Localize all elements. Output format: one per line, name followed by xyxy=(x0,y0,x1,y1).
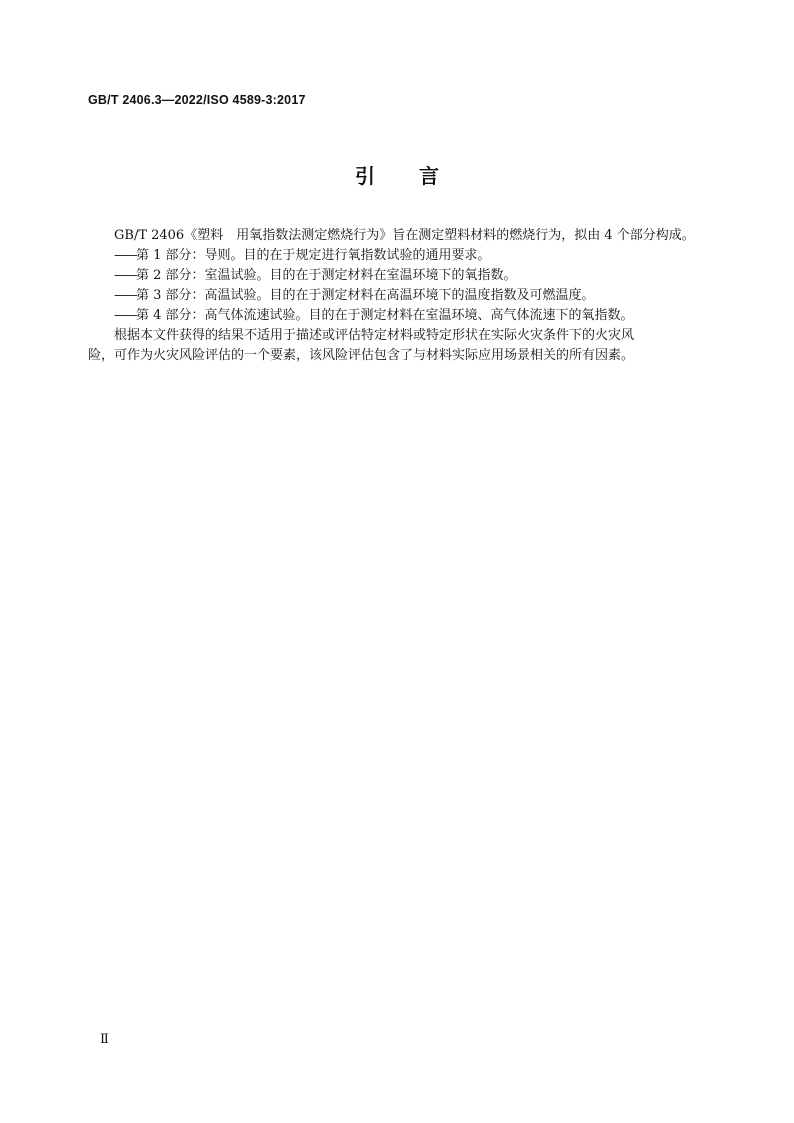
part-item-2 xyxy=(88,266,708,286)
part-item-4 xyxy=(88,306,708,326)
list-dash: —— xyxy=(114,268,136,283)
title-char-2: 言 xyxy=(419,164,439,188)
part-item-text: 第 1 部分：导则。目的在于规定进行氧指数试验的通用要求。 xyxy=(136,248,491,263)
part-item-text: 第 2 部分：室温试验。目的在于测定材料在室温环境下的氧指数。 xyxy=(136,268,517,283)
section-title xyxy=(0,160,794,189)
document-id-header: GB/T 2406.3—2022/ISO 4589-3:2017 xyxy=(88,93,306,107)
list-dash: —— xyxy=(114,288,136,303)
body-content xyxy=(88,226,708,366)
part-item-3 xyxy=(88,286,708,306)
closing-paragraph-line-2: 险，可作为火灾风险评估的一个要素，该风险评估包含了与材料实际应用场景相关的所有因素。 xyxy=(88,348,635,363)
part-item-text: 第 3 部分：高温试验。目的在于测定材料在高温环境下的温度指数及可燃温度。 xyxy=(136,288,595,303)
page-number: Ⅱ xyxy=(100,1032,109,1047)
closing-paragraph-line-1: 根据本文件获得的结果不适用于描述或评估特定材料或特定形状在实际火灾条件下的火灾风 xyxy=(114,328,635,343)
list-dash: —— xyxy=(114,248,136,263)
intro-paragraph: GB/T 2406《塑料 用氧指数法测定燃烧行为》旨在测定塑料材料的燃烧行为，拟由 4 个部分构成。 xyxy=(114,228,695,243)
part-item-1 xyxy=(88,246,708,266)
part-item-text: 第 4 部分：高气体流速试验。目的在于测定材料在室温环境、高气体流速下的氧指数。 xyxy=(136,308,634,323)
title-char-1: 引 xyxy=(355,164,375,188)
list-dash: —— xyxy=(114,308,136,323)
